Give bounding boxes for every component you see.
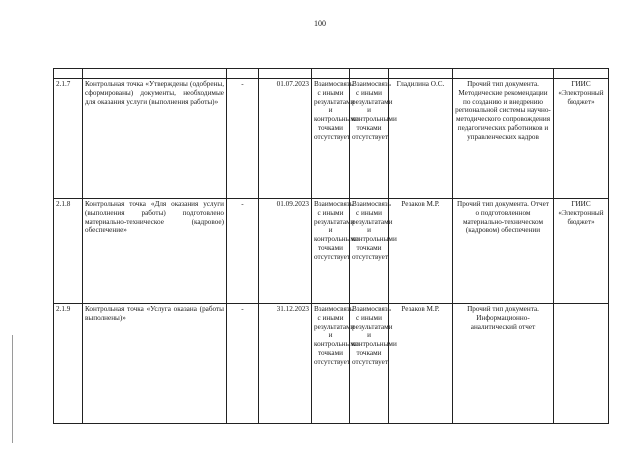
document-type: Прочий тип документа. Информационно-аналитический отчет xyxy=(453,304,554,424)
row-number: 2.1.9 xyxy=(54,304,83,424)
responsible-person: Резаков М.Р. xyxy=(389,304,453,424)
table-header-strip xyxy=(54,69,609,79)
row-dash: - xyxy=(227,304,259,424)
row-dash: - xyxy=(227,199,259,304)
relation-successors: Взаимосвязь с иными результатами и контрольными точками отсутствует xyxy=(350,79,389,199)
control-points-table xyxy=(53,68,609,424)
responsible-person: Гладилина О.С. xyxy=(389,79,453,199)
document-type: Прочий тип документа. Отчет о подготовленном материально-техническом (кадровом) обеспечении xyxy=(453,199,554,304)
binding-margin-line xyxy=(12,335,13,443)
control-point-name: Контрольная точка «Утверждены (одобрены, сформированы) документы, необходимые для оказания услуги (выполнения работы)» xyxy=(83,79,227,199)
row-dash: - xyxy=(227,79,259,199)
relation-predecessors: Взаимосвязь с иными результатами и контрольными точками отсутствует xyxy=(312,304,350,424)
responsible-person: Резаков М.Р. xyxy=(389,199,453,304)
page-number: 100 xyxy=(314,19,326,28)
deadline-date: 01.09.2023 xyxy=(259,199,312,304)
information-system xyxy=(554,304,609,424)
row-number: 2.1.8 xyxy=(54,199,83,304)
relation-successors: Взаимосвязь с иными результатами и контрольными точками отсутствует xyxy=(350,304,389,424)
table-row xyxy=(54,304,609,424)
relation-predecessors: Взаимосвязь с иными результатами и контрольными точками отсутствует xyxy=(312,199,350,304)
information-system: ГИИС «Электронный бюджет» xyxy=(554,199,609,304)
row-number: 2.1.7 xyxy=(54,79,83,199)
table-row xyxy=(54,199,609,304)
control-point-name: Контрольная точка «Услуга оказана (работы выполнены)» xyxy=(83,304,227,424)
relation-successors: Взаимосвязь с иными результатами и контрольными точками отсутствует xyxy=(350,199,389,304)
table-row xyxy=(54,79,609,199)
control-point-name: Контрольная точка «Для оказания услуги (выполнения работы) подготовлено материально-техническое (кадровое) обеспечение» xyxy=(83,199,227,304)
document-type: Прочий тип документа. Методические рекомендации по созданию и внедрению региональной системы научно-методического сопровождения педагогических работников и управленческих кадров xyxy=(453,79,554,199)
information-system: ГИИС «Электронный бюджет» xyxy=(554,79,609,199)
deadline-date: 31.12.2023 xyxy=(259,304,312,424)
deadline-date: 01.07.2023 xyxy=(259,79,312,199)
relation-predecessors: Взаимосвязь с иными результатами и контрольными точками отсутствует xyxy=(312,79,350,199)
